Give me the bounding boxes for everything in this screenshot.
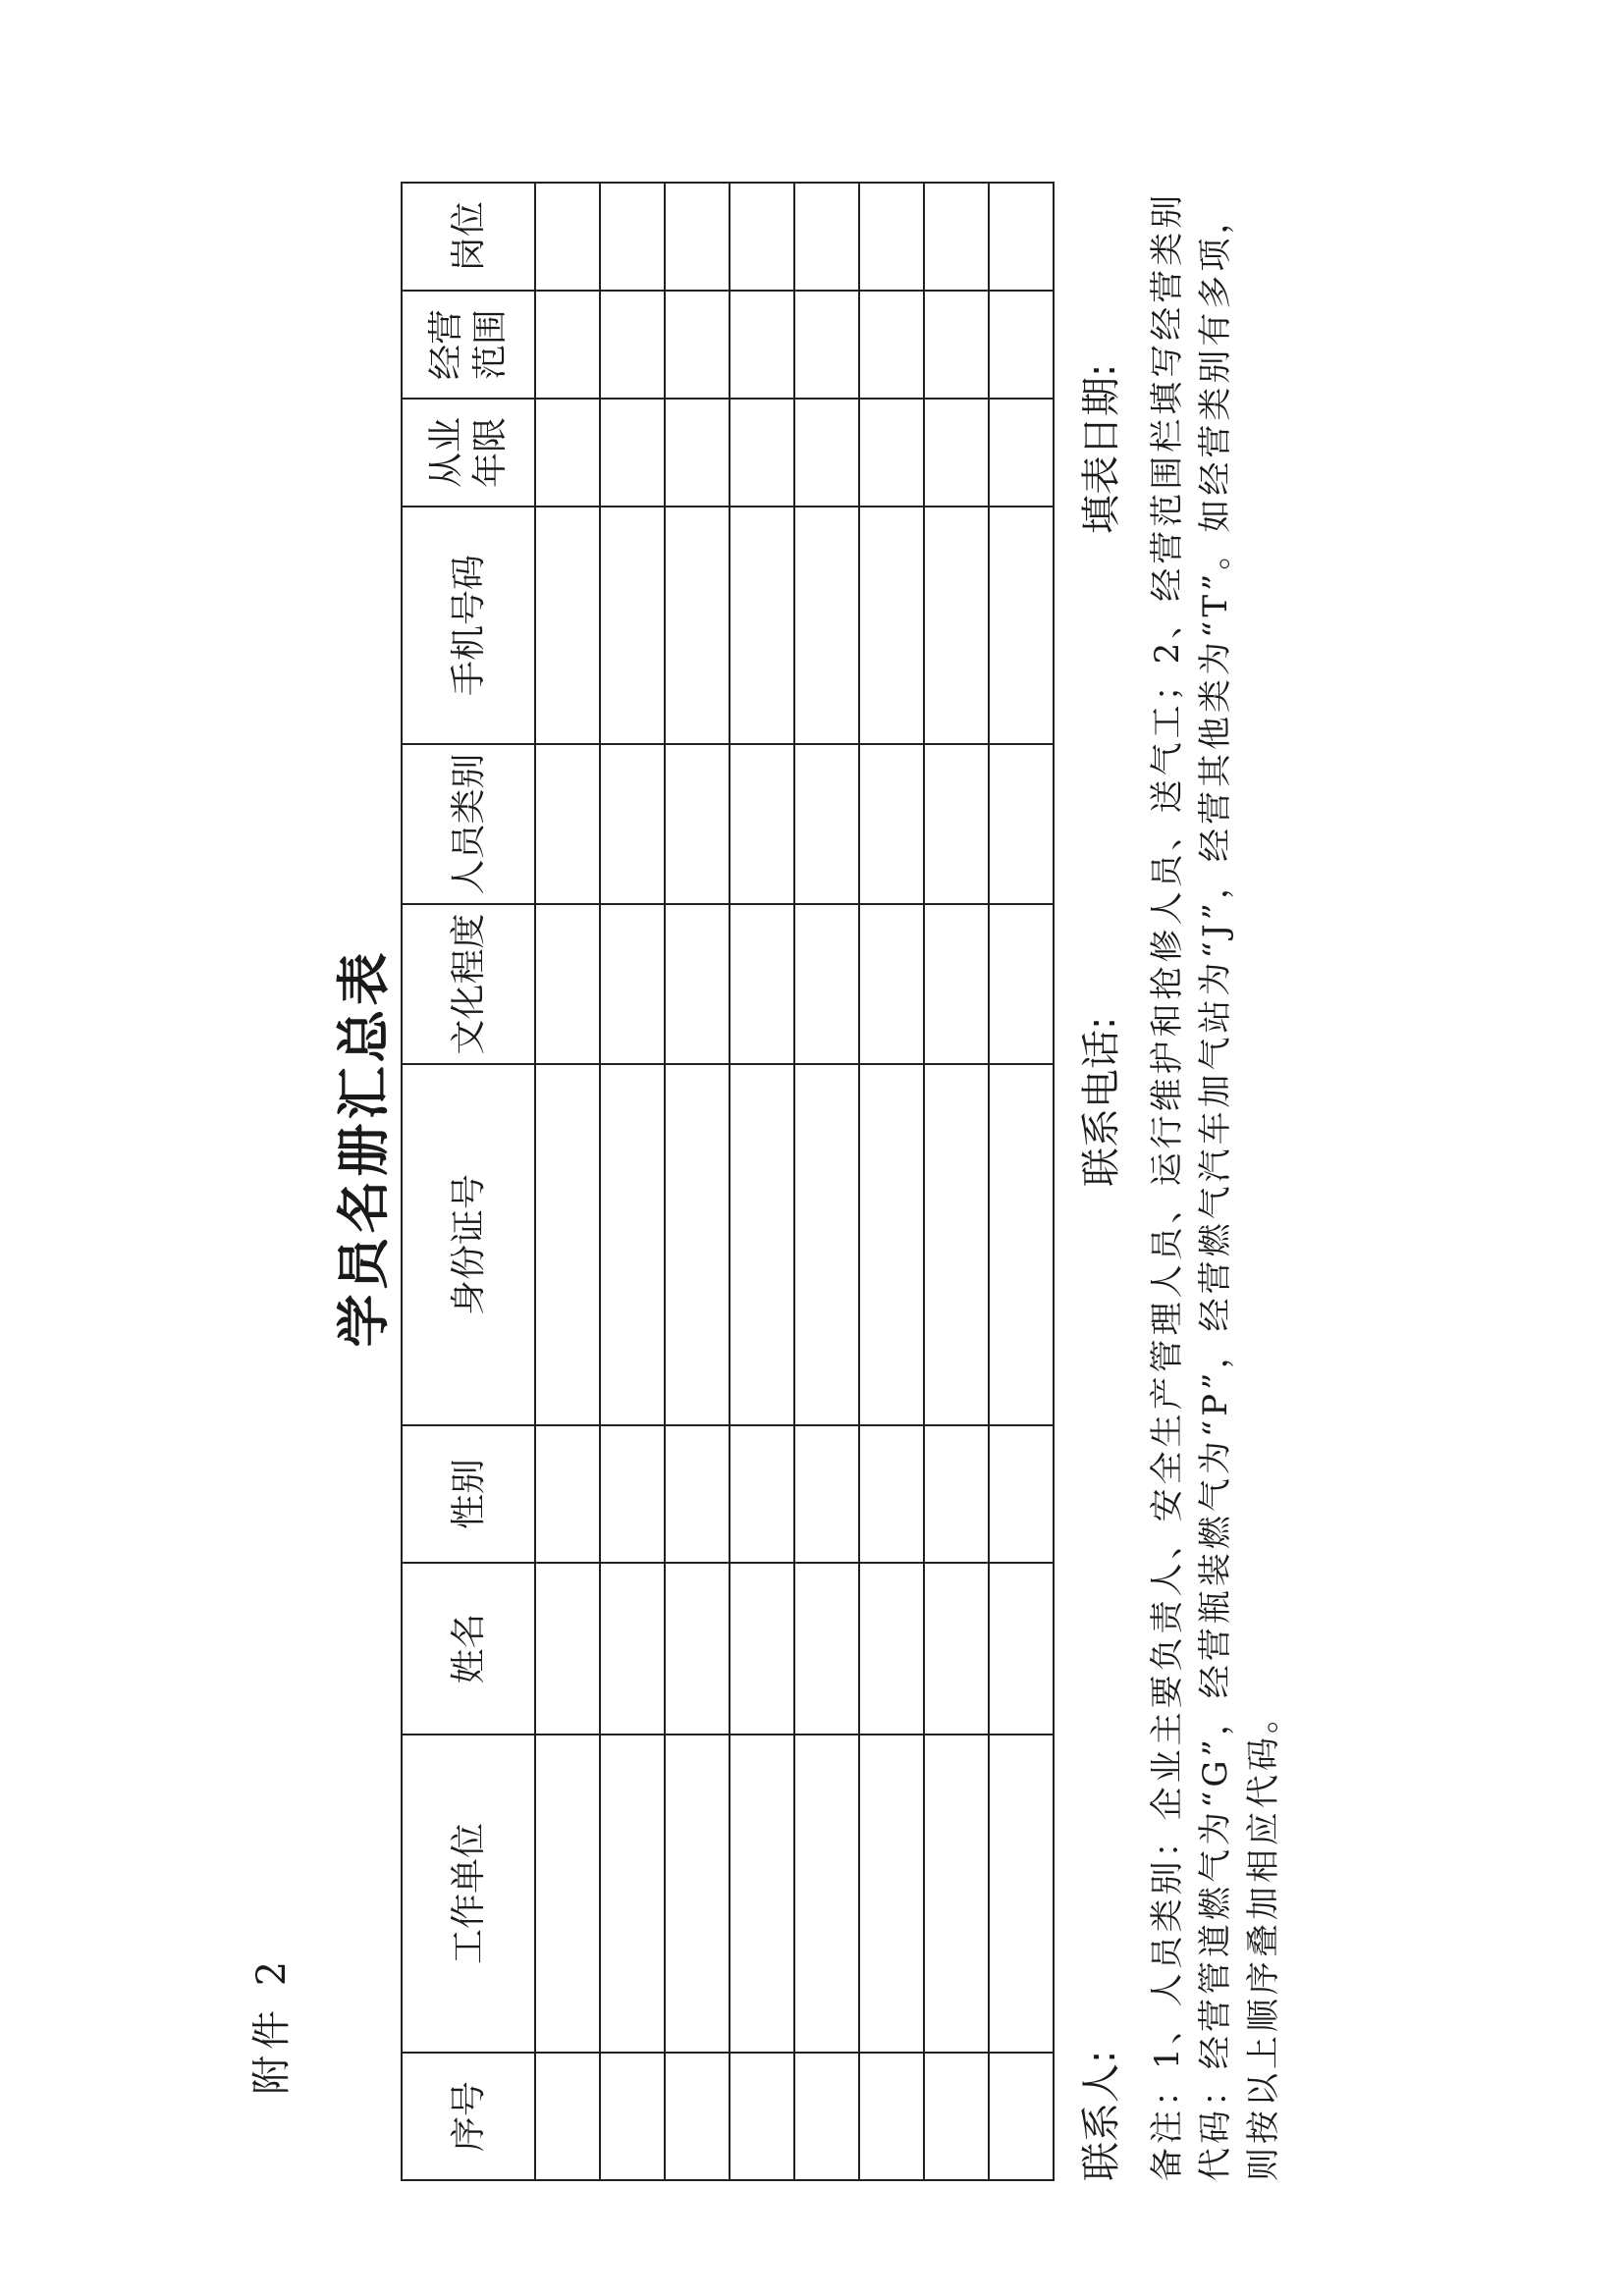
table-cell-mobile[interactable]	[924, 507, 989, 744]
table-cell-post[interactable]	[989, 183, 1054, 291]
table-row	[535, 183, 600, 2180]
table-cell-gender[interactable]	[859, 1425, 924, 1563]
table-cell-name[interactable]	[989, 1563, 1054, 1735]
table-cell-seq[interactable]	[989, 2053, 1054, 2180]
column-header-work-unit: 工作单位	[402, 1735, 535, 2053]
table-cell-education[interactable]	[535, 904, 600, 1064]
table-row	[665, 183, 730, 2180]
table-cell-personnel-category[interactable]	[859, 744, 924, 904]
column-header-id-number: 身份证号	[402, 1064, 535, 1425]
table-cell-work-unit[interactable]	[730, 1735, 794, 2053]
table-row	[924, 183, 989, 2180]
table-cell-mobile[interactable]	[600, 507, 665, 744]
table-cell-name[interactable]	[600, 1563, 665, 1735]
table-cell-gender[interactable]	[924, 1425, 989, 1563]
table-cell-personnel-category[interactable]	[924, 744, 989, 904]
table-cell-work-unit[interactable]	[600, 1735, 665, 2053]
table-cell-gender[interactable]	[989, 1425, 1054, 1563]
table-row	[859, 183, 924, 2180]
table-cell-personnel-category[interactable]	[794, 744, 859, 904]
table-cell-post[interactable]	[730, 183, 794, 291]
table-cell-gender[interactable]	[665, 1425, 730, 1563]
table-cell-years-in-industry[interactable]	[859, 399, 924, 507]
table-cell-gender[interactable]	[794, 1425, 859, 1563]
table-cell-work-unit[interactable]	[859, 1735, 924, 2053]
table-cell-business-scope[interactable]	[665, 291, 730, 399]
table-cell-seq[interactable]	[600, 2053, 665, 2180]
table-cell-personnel-category[interactable]	[600, 744, 665, 904]
column-header-years-in-industry: 从业 年限	[402, 399, 535, 507]
table-cell-business-scope[interactable]	[924, 291, 989, 399]
table-cell-years-in-industry[interactable]	[794, 399, 859, 507]
table-cell-id-number[interactable]	[989, 1064, 1054, 1425]
table-cell-work-unit[interactable]	[535, 1735, 600, 2053]
table-cell-work-unit[interactable]	[924, 1735, 989, 2053]
table-cell-business-scope[interactable]	[600, 291, 665, 399]
table-cell-years-in-industry[interactable]	[600, 399, 665, 507]
table-cell-education[interactable]	[859, 904, 924, 1064]
contact-person-label: 联系人:	[1079, 2050, 1124, 2181]
table-cell-seq[interactable]	[535, 2053, 600, 2180]
table-cell-years-in-industry[interactable]	[924, 399, 989, 507]
table-cell-name[interactable]	[535, 1563, 600, 1735]
table-cell-work-unit[interactable]	[989, 1735, 1054, 2053]
table-cell-personnel-category[interactable]	[989, 744, 1054, 904]
table-cell-id-number[interactable]	[730, 1064, 794, 1425]
table-cell-post[interactable]	[665, 183, 730, 291]
contact-phone-label: 联系电话:	[1079, 1016, 1124, 1187]
column-header-business-scope: 经营 范围	[402, 291, 535, 399]
table-cell-mobile[interactable]	[535, 507, 600, 744]
column-header-post: 岗位	[402, 183, 535, 291]
table-cell-years-in-industry[interactable]	[730, 399, 794, 507]
table-cell-seq[interactable]	[730, 2053, 794, 2180]
table-row	[989, 183, 1054, 2180]
remarks-note: 备注：1、人员类别：企业主要负责人、安全生产管理人员、运行维护和抢修人员、送气工；2、经营范围栏填写经营类别代码：经营管道燃气为“G”，经营瓶装燃气为“P”，经营燃气汽车加气站为“J”，经营其他类为“T”。如经营类别有多项，则按以上顺序叠加相应代码。	[1148, 190, 1283, 2181]
table-cell-years-in-industry[interactable]	[989, 399, 1054, 507]
fill-date-label: 填表日期:	[1079, 363, 1124, 534]
table-cell-name[interactable]	[859, 1563, 924, 1735]
table-row	[600, 183, 665, 2180]
table-cell-post[interactable]	[794, 183, 859, 291]
table-cell-id-number[interactable]	[859, 1064, 924, 1425]
column-header-gender: 性别	[402, 1425, 535, 1563]
table-cell-business-scope[interactable]	[859, 291, 924, 399]
table-cell-id-number[interactable]	[600, 1064, 665, 1425]
table-cell-mobile[interactable]	[665, 507, 730, 744]
table-cell-name[interactable]	[730, 1563, 794, 1735]
table-cell-mobile[interactable]	[730, 507, 794, 744]
table-body	[535, 183, 1054, 2180]
roster-table	[401, 182, 1055, 2181]
table-cell-seq[interactable]	[794, 2053, 859, 2180]
table-cell-gender[interactable]	[535, 1425, 600, 1563]
table-row	[730, 183, 794, 2180]
table-cell-post[interactable]	[535, 183, 600, 291]
table-cell-business-scope[interactable]	[730, 291, 794, 399]
table-cell-business-scope[interactable]	[989, 291, 1054, 399]
attachment-label: 附件 2	[249, 1954, 295, 2095]
column-header-name: 姓名	[402, 1563, 535, 1735]
table-cell-personnel-category[interactable]	[665, 744, 730, 904]
table-cell-post[interactable]	[859, 183, 924, 291]
table-cell-mobile[interactable]	[794, 507, 859, 744]
table-cell-mobile[interactable]	[859, 507, 924, 744]
table-cell-mobile[interactable]	[989, 507, 1054, 744]
table-cell-education[interactable]	[924, 904, 989, 1064]
table-cell-business-scope[interactable]	[535, 291, 600, 399]
table-cell-years-in-industry[interactable]	[665, 399, 730, 507]
table-cell-education[interactable]	[665, 904, 730, 1064]
table-cell-seq[interactable]	[665, 2053, 730, 2180]
table-cell-education[interactable]	[794, 904, 859, 1064]
table-header-row	[402, 183, 535, 2180]
table-cell-seq[interactable]	[859, 2053, 924, 2180]
table-cell-education[interactable]	[730, 904, 794, 1064]
table-cell-name[interactable]	[665, 1563, 730, 1735]
table-cell-id-number[interactable]	[665, 1064, 730, 1425]
column-header-personnel-category: 人员类别	[402, 744, 535, 904]
table-cell-work-unit[interactable]	[794, 1735, 859, 2053]
table-cell-id-number[interactable]	[535, 1064, 600, 1425]
table-cell-gender[interactable]	[600, 1425, 665, 1563]
table-cell-post[interactable]	[924, 183, 989, 291]
table-cell-name[interactable]	[794, 1563, 859, 1735]
table-cell-id-number[interactable]	[924, 1064, 989, 1425]
table-cell-seq[interactable]	[924, 2053, 989, 2180]
table-cell-personnel-category[interactable]	[535, 744, 600, 904]
table-cell-work-unit[interactable]	[665, 1735, 730, 2053]
table-cell-business-scope[interactable]	[794, 291, 859, 399]
table-cell-personnel-category[interactable]	[730, 744, 794, 904]
document-title: 学员名册汇总表	[333, 948, 395, 1348]
column-header-seq: 序号	[402, 2053, 535, 2180]
column-header-mobile: 手机号码	[402, 507, 535, 744]
table-cell-education[interactable]	[989, 904, 1054, 1064]
column-header-education: 文化程度	[402, 904, 535, 1064]
table-cell-name[interactable]	[924, 1563, 989, 1735]
table-cell-years-in-industry[interactable]	[535, 399, 600, 507]
table-cell-gender[interactable]	[730, 1425, 794, 1563]
table-cell-id-number[interactable]	[794, 1064, 859, 1425]
table-row	[794, 183, 859, 2180]
table-cell-post[interactable]	[600, 183, 665, 291]
table-cell-education[interactable]	[600, 904, 665, 1064]
